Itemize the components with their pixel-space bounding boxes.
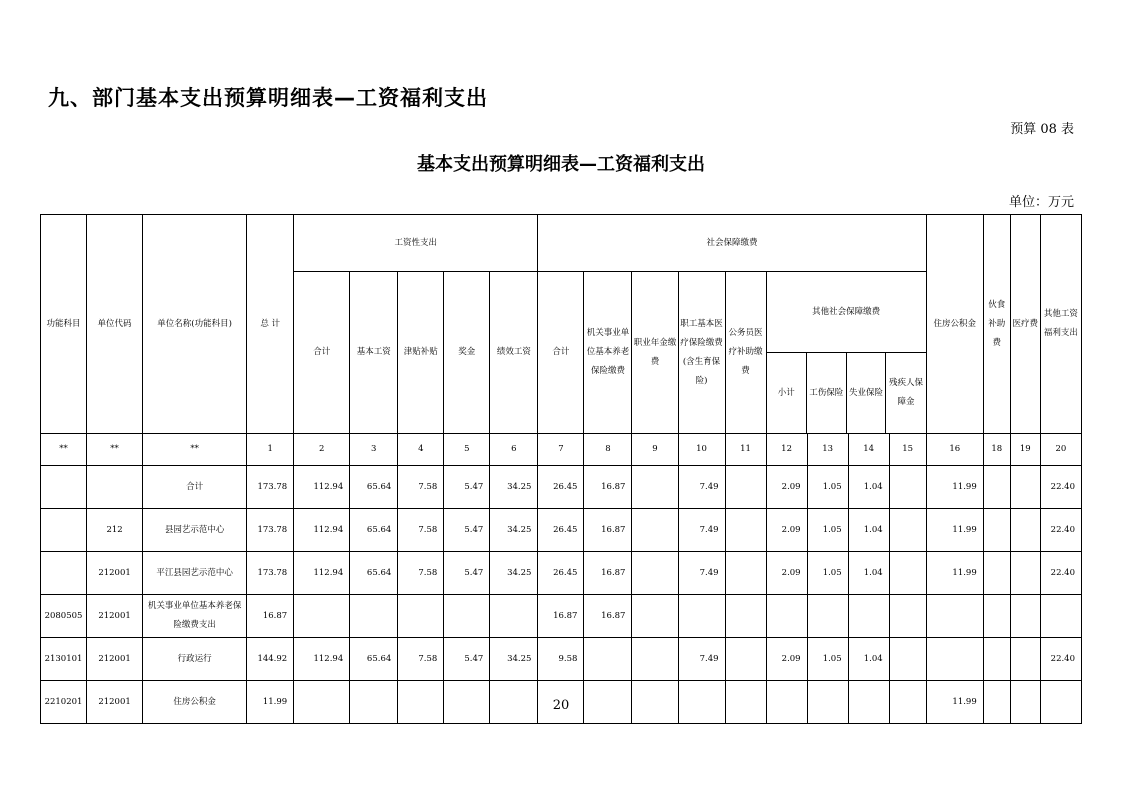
cell-unit-name: 住房公积金 — [143, 681, 247, 724]
cell-housing-fund: 11.99 — [926, 552, 983, 595]
cell-medical-insurance: 7.49 — [678, 509, 725, 552]
cell-unit-code: 212001 — [87, 638, 143, 681]
header-wage-subtotal: 合计 — [294, 272, 350, 434]
cell-func-subject: 2080505 — [41, 595, 87, 638]
cell-injury-insurance: 1.05 — [807, 638, 848, 681]
index-cell: ** — [87, 434, 143, 466]
cell-medical-insurance: 7.49 — [678, 466, 725, 509]
cell-func-subject — [41, 509, 87, 552]
header-other-ss — [766, 272, 926, 434]
header-medical-insurance: 职工基本医疗保险缴费(含生育保险) — [678, 272, 725, 434]
table-row — [41, 509, 1082, 552]
table-row — [41, 595, 1082, 638]
cell-disability-fund — [889, 509, 926, 552]
cell-other-wage: 22.40 — [1040, 552, 1081, 595]
cell-meal-allowance — [983, 509, 1010, 552]
cell-allowance: 7.58 — [398, 509, 444, 552]
cell-medical-insurance: 7.49 — [678, 552, 725, 595]
page-heading: 九、部门基本支出预算明细表—工资福利支出 — [48, 86, 488, 110]
cell-meal-allowance — [983, 595, 1010, 638]
unit-label: 单位：万元 — [1008, 195, 1074, 210]
cell-func-subject: 2130101 — [41, 638, 87, 681]
cell-basic-wage: 65.64 — [350, 552, 398, 595]
index-cell: 16 — [926, 434, 983, 466]
header-unemployment-insurance: 失业保险 — [846, 353, 886, 434]
cell-unit-code: 212001 — [87, 552, 143, 595]
cell-wage-subtotal: 112.94 — [294, 552, 350, 595]
cell-basic-wage: 65.64 — [350, 509, 398, 552]
index-cell: 7 — [538, 434, 584, 466]
index-cell: 3 — [350, 434, 398, 466]
page-number: 20 — [552, 698, 570, 713]
header-unit-name: 单位名称(功能科目) — [143, 215, 247, 434]
cell-other-ss-subtotal: 2.09 — [766, 509, 807, 552]
cell-basic-wage: 65.64 — [350, 638, 398, 681]
cell-unit-name: 平江县园艺示范中心 — [143, 552, 247, 595]
cell-occupational-annuity — [632, 595, 678, 638]
table-row — [41, 638, 1082, 681]
other-ss-subtable — [767, 272, 926, 433]
form-number: 预算 08 表 — [1010, 122, 1074, 137]
cell-other-ss-subtotal — [766, 595, 807, 638]
cell-injury-insurance: 1.05 — [807, 466, 848, 509]
cell-performance-wage: 34.25 — [490, 552, 538, 595]
cell-total: 173.78 — [247, 509, 294, 552]
header-housing-fund: 住房公积金 — [926, 215, 983, 434]
cell-civil-servant-medical — [725, 509, 766, 552]
cell-housing-fund — [926, 638, 983, 681]
table-title: 基本支出预算明细表—工资福利支出 — [417, 154, 705, 175]
index-cell: 6 — [490, 434, 538, 466]
index-cell: 10 — [678, 434, 725, 466]
cell-occupational-annuity — [632, 552, 678, 595]
header-pension: 机关事业单位基本养老保险缴费 — [584, 272, 632, 434]
cell-pension: 16.87 — [584, 509, 632, 552]
header-other-ss-group: 其他社会保障缴费 — [767, 272, 926, 353]
header-bonus: 奖金 — [444, 272, 490, 434]
cell-performance-wage: 34.25 — [490, 638, 538, 681]
index-cell: 11 — [725, 434, 766, 466]
index-cell: 18 — [983, 434, 1010, 466]
cell-total: 173.78 — [247, 466, 294, 509]
table-row — [41, 552, 1082, 595]
cell-housing-fund: 11.99 — [926, 681, 983, 724]
cell-func-subject: 2210201 — [41, 681, 87, 724]
index-cell: 2 — [294, 434, 350, 466]
cell-unit-code: 212 — [87, 509, 143, 552]
cell-unemployment-insurance — [848, 595, 889, 638]
cell-allowance: 7.58 — [398, 466, 444, 509]
cell-func-subject — [41, 552, 87, 595]
cell-unit-name: 县园艺示范中心 — [143, 509, 247, 552]
cell-unemployment-insurance: 1.04 — [848, 509, 889, 552]
cell-unit-name: 合计 — [143, 466, 247, 509]
cell-unemployment-insurance: 1.04 — [848, 552, 889, 595]
index-cell: 13 — [807, 434, 848, 466]
index-cell: 12 — [766, 434, 807, 466]
cell-wage-subtotal — [294, 595, 350, 638]
cell-total: 144.92 — [247, 638, 294, 681]
header-row-1 — [41, 215, 1082, 272]
cell-other-wage — [1040, 595, 1081, 638]
cell-other-ss-subtotal: 2.09 — [766, 552, 807, 595]
cell-injury-insurance: 1.05 — [807, 509, 848, 552]
cell-bonus: 5.47 — [444, 466, 490, 509]
cell-medical — [1010, 638, 1040, 681]
cell-meal-allowance — [983, 638, 1010, 681]
header-other-wage: 其他工资福利支出 — [1040, 215, 1081, 434]
header-disability-fund: 残疾人保障金 — [889, 378, 924, 407]
cell-unemployment-insurance: 1.04 — [848, 466, 889, 509]
cell-performance-wage: 34.25 — [490, 466, 538, 509]
header-func-subject: 功能科目 — [41, 215, 87, 434]
cell-allowance — [398, 595, 444, 638]
cell-other-wage: 22.40 — [1040, 466, 1081, 509]
cell-housing-fund — [926, 595, 983, 638]
data-rows — [41, 466, 1082, 724]
header-wage-group: 工资性支出 — [294, 215, 538, 272]
index-cell: 1 — [247, 434, 294, 466]
cell-wage-subtotal: 112.94 — [294, 509, 350, 552]
cell-other-ss-subtotal: 2.09 — [766, 638, 807, 681]
cell-ss-subtotal: 26.45 — [538, 552, 584, 595]
cell-performance-wage: 34.25 — [490, 509, 538, 552]
cell-civil-servant-medical — [725, 552, 766, 595]
cell-medical-insurance — [678, 595, 725, 638]
index-cell: 14 — [848, 434, 889, 466]
cell-bonus: 5.47 — [444, 552, 490, 595]
index-cell: ** — [143, 434, 247, 466]
cell-housing-fund: 11.99 — [926, 509, 983, 552]
cell-ss-subtotal: 9.58 — [538, 638, 584, 681]
header-performance-wage: 绩效工资 — [490, 272, 538, 434]
index-cell: 4 — [398, 434, 444, 466]
cell-basic-wage — [350, 595, 398, 638]
cell-other-wage: 22.40 — [1040, 638, 1081, 681]
index-cell: ** — [41, 434, 87, 466]
header-other-ss-subtotal: 小计 — [767, 353, 807, 434]
cell-disability-fund — [889, 638, 926, 681]
cell-wage-subtotal: 112.94 — [294, 466, 350, 509]
cell-ss-subtotal: 16.87 — [538, 595, 584, 638]
index-cell: 19 — [1010, 434, 1040, 466]
cell-civil-servant-medical — [725, 638, 766, 681]
header-total: 总 计 — [247, 215, 294, 434]
cell-performance-wage — [490, 595, 538, 638]
cell-pension: 16.87 — [584, 552, 632, 595]
index-cell: 8 — [584, 434, 632, 466]
cell-occupational-annuity — [632, 509, 678, 552]
cell-unit-name: 机关事业单位基本养老保险缴费支出 — [143, 595, 247, 638]
header-unit-code: 单位代码 — [87, 215, 143, 434]
cell-pension: 16.87 — [584, 595, 632, 638]
cell-bonus: 5.47 — [444, 638, 490, 681]
cell-bonus — [444, 595, 490, 638]
cell-pension: 16.87 — [584, 466, 632, 509]
cell-other-ss-subtotal: 2.09 — [766, 466, 807, 509]
cell-medical-insurance: 7.49 — [678, 638, 725, 681]
header-occupational-annuity: 职业年金缴费 — [632, 272, 678, 434]
cell-allowance: 7.58 — [398, 552, 444, 595]
cell-disability-fund — [889, 552, 926, 595]
cell-medical — [1010, 595, 1040, 638]
index-cell: 5 — [444, 434, 490, 466]
cell-medical — [1010, 466, 1040, 509]
cell-ss-subtotal: 26.45 — [538, 509, 584, 552]
cell-disability-fund — [889, 595, 926, 638]
cell-injury-insurance — [807, 595, 848, 638]
header-allowance: 津贴补贴 — [398, 272, 444, 434]
cell-basic-wage: 65.64 — [350, 466, 398, 509]
cell-bonus: 5.47 — [444, 509, 490, 552]
cell-medical — [1010, 552, 1040, 595]
header-ss-subtotal: 合计 — [538, 272, 584, 434]
header-medical: 医疗费 — [1010, 215, 1040, 434]
header-ss-group: 社会保障缴费 — [538, 215, 926, 272]
cell-occupational-annuity — [632, 638, 678, 681]
header-civil-servant-medical: 公务员医疗补助缴费 — [725, 272, 766, 434]
cell-housing-fund: 11.99 — [926, 466, 983, 509]
cell-medical — [1010, 509, 1040, 552]
cell-total: 11.99 — [247, 681, 294, 724]
cell-disability-fund — [889, 466, 926, 509]
header-basic-wage: 基本工资 — [350, 272, 398, 434]
cell-unit-name: 行政运行 — [143, 638, 247, 681]
cell-injury-insurance: 1.05 — [807, 552, 848, 595]
cell-unemployment-insurance: 1.04 — [848, 638, 889, 681]
cell-meal-allowance — [983, 466, 1010, 509]
cell-occupational-annuity — [632, 466, 678, 509]
index-cell: 20 — [1040, 434, 1081, 466]
cell-unit-code — [87, 466, 143, 509]
cell-unit-code: 212001 — [87, 595, 143, 638]
cell-wage-subtotal: 112.94 — [294, 638, 350, 681]
cell-allowance: 7.58 — [398, 638, 444, 681]
cell-total: 16.87 — [247, 595, 294, 638]
cell-civil-servant-medical — [725, 466, 766, 509]
cell-ss-subtotal: 26.45 — [538, 466, 584, 509]
budget-table — [40, 214, 1082, 724]
index-row — [41, 434, 1082, 466]
table-row — [41, 466, 1082, 509]
cell-meal-allowance — [983, 552, 1010, 595]
cell-total: 173.78 — [247, 552, 294, 595]
cell-unit-code: 212001 — [87, 681, 143, 724]
cell-civil-servant-medical — [725, 595, 766, 638]
cell-pension — [584, 638, 632, 681]
cell-func-subject — [41, 466, 87, 509]
index-cell: 15 — [889, 434, 926, 466]
cell-other-wage: 22.40 — [1040, 509, 1081, 552]
header-meal-allowance: 伙食补助费 — [983, 215, 1010, 434]
index-cell: 9 — [632, 434, 678, 466]
header-injury-insurance: 工伤保险 — [806, 353, 846, 434]
